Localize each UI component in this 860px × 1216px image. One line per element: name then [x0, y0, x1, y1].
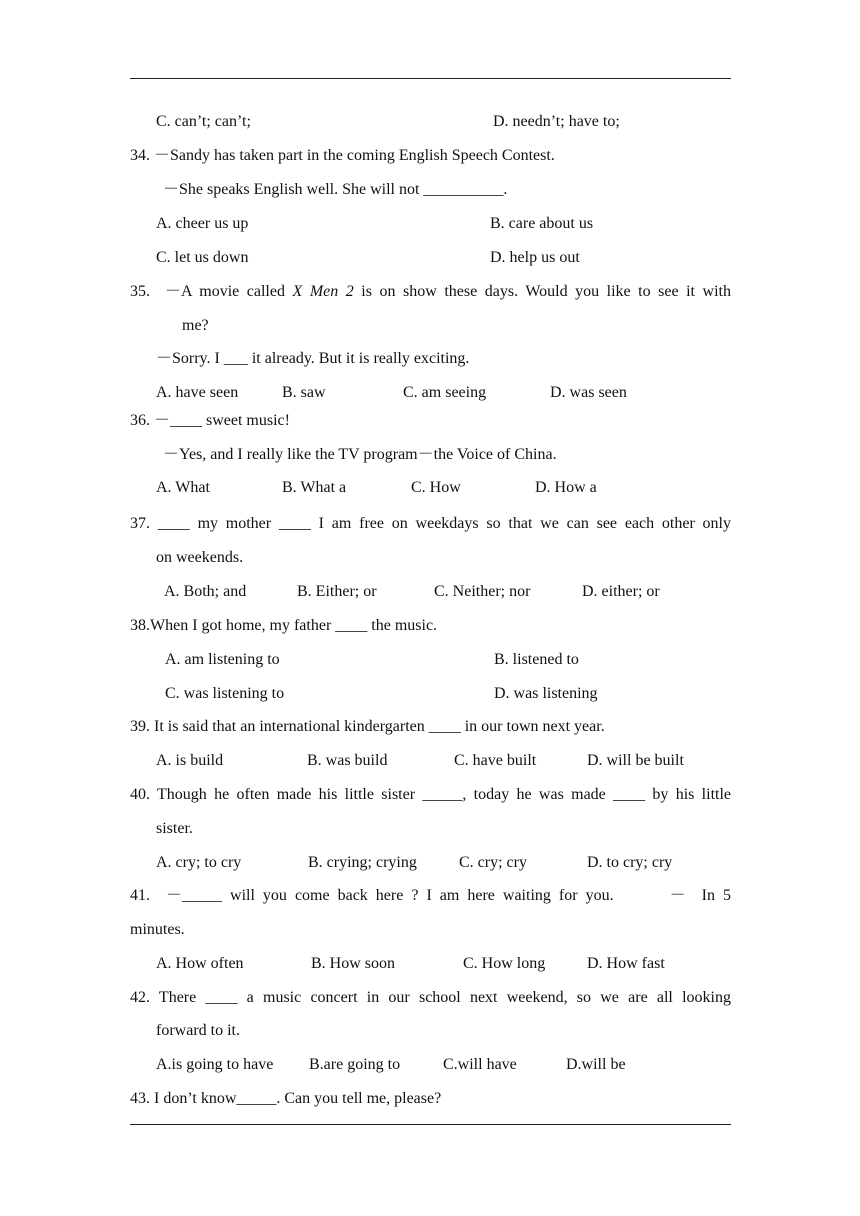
q38-option-d: D. was listening [494, 685, 598, 702]
top-rule [130, 78, 731, 79]
q43-stem: 43. I don’t know_____. Can you tell me, please? [130, 1090, 442, 1107]
q40-option-d: D. to cry; cry [587, 854, 673, 871]
q37-option-b: B. Either; or [297, 583, 377, 600]
q41-stem-continued: minutes. [130, 921, 185, 938]
q42-stem [130, 988, 731, 1008]
q37-stem [130, 514, 731, 534]
bottom-rule [130, 1124, 731, 1125]
q35-stem [130, 282, 731, 302]
q37-stem-continued: on weekends. [156, 549, 244, 566]
q41-option-a: A. How often [156, 955, 244, 972]
q39-option-a: A. is build [156, 752, 224, 769]
q41-stem-text: 41. －_____ will you come back here ? I am here waiting for you. － In 5 [130, 887, 731, 904]
q34-option-b: B. care about us [490, 215, 594, 232]
q39-option-d: D. will be built [587, 752, 684, 769]
q35-stem-continued: me? [182, 317, 209, 334]
q42-option-d: D.will be [566, 1056, 626, 1073]
q38-stem: 38.When I got home, my father ____ the music. [130, 617, 438, 634]
q41-option-b: B. How soon [311, 955, 396, 972]
q35-stem-pre: 35. －A movie called [130, 283, 293, 300]
q35-option-b: B. saw [282, 384, 326, 401]
q35-movie-title: X Men 2 [292, 283, 354, 300]
q39-option-c: C. have built [454, 752, 537, 769]
q39-stem: 39. It is said that an international kindergarten ____ in our town next year. [130, 718, 605, 735]
q42-option-b: B.are going to [309, 1056, 401, 1073]
q35-stem-post: is on show these days. Would you like to see it with [353, 283, 731, 300]
q38-option-b: B. listened to [494, 651, 579, 668]
q41-option-d: D. How fast [587, 955, 665, 972]
q37-option-a: A. Both; and [164, 583, 247, 600]
q34-option-a: A. cheer us up [156, 215, 249, 232]
q35-reply: －Sorry. I ___ it already. But it is really exciting. [156, 350, 470, 367]
q36-reply: －Yes, and I really like the TV program－the Voice of China. [163, 446, 557, 463]
q36-option-d: D. How a [535, 479, 597, 496]
q40-stem [130, 785, 731, 805]
q39-option-b: B. was build [307, 752, 388, 769]
q38-option-c: C. was listening to [165, 685, 285, 702]
q42-option-c: C.will have [443, 1056, 517, 1073]
q35-option-a: A. have seen [156, 384, 239, 401]
q36-option-c: C. How [411, 479, 461, 496]
q35-option-d: D. was seen [550, 384, 627, 401]
q34-option-c: C. let us down [156, 249, 249, 266]
q40-option-c: C. cry; cry [459, 854, 527, 871]
q40-option-a: A. cry; to cry [156, 854, 242, 871]
q36-option-b: B. What a [282, 479, 347, 496]
q37-stem-text: 37. ____ my mother ____ I am free on weekdays so that we can see each other only [130, 515, 731, 532]
q37-option-d: D. either; or [582, 583, 660, 600]
q34-reply: －She speaks English well. She will not __________. [163, 181, 508, 198]
q36-stem: 36. －____ sweet music! [130, 412, 290, 429]
q35-option-c: C. am seeing [403, 384, 487, 401]
q34-stem: 34. －Sandy has taken part in the coming English Speech Contest. [130, 147, 555, 164]
q40-option-b: B. crying; crying [308, 854, 417, 871]
q34-option-d: D. help us out [490, 249, 580, 266]
q37-option-c: C. Neither; nor [434, 583, 531, 600]
q38-option-a: A. am listening to [165, 651, 280, 668]
q42-stem-continued: forward to it. [156, 1022, 240, 1039]
q40-stem-continued: sister. [156, 820, 193, 837]
q41-stem [130, 886, 731, 906]
q40-stem-text: 40. Though he often made his little sister _____, today he was made ____ by his little [130, 786, 731, 803]
q42-option-a: A.is going to have [156, 1056, 274, 1073]
q36-option-a: A. What [156, 479, 210, 496]
q33-option-d: D. needn’t; have to; [493, 113, 620, 130]
q33-option-c: C. can’t; can’t; [156, 113, 251, 130]
q42-stem-text: 42. There ____ a music concert in our school next weekend, so we are all looking [130, 989, 731, 1006]
q41-option-c: C. How long [463, 955, 546, 972]
